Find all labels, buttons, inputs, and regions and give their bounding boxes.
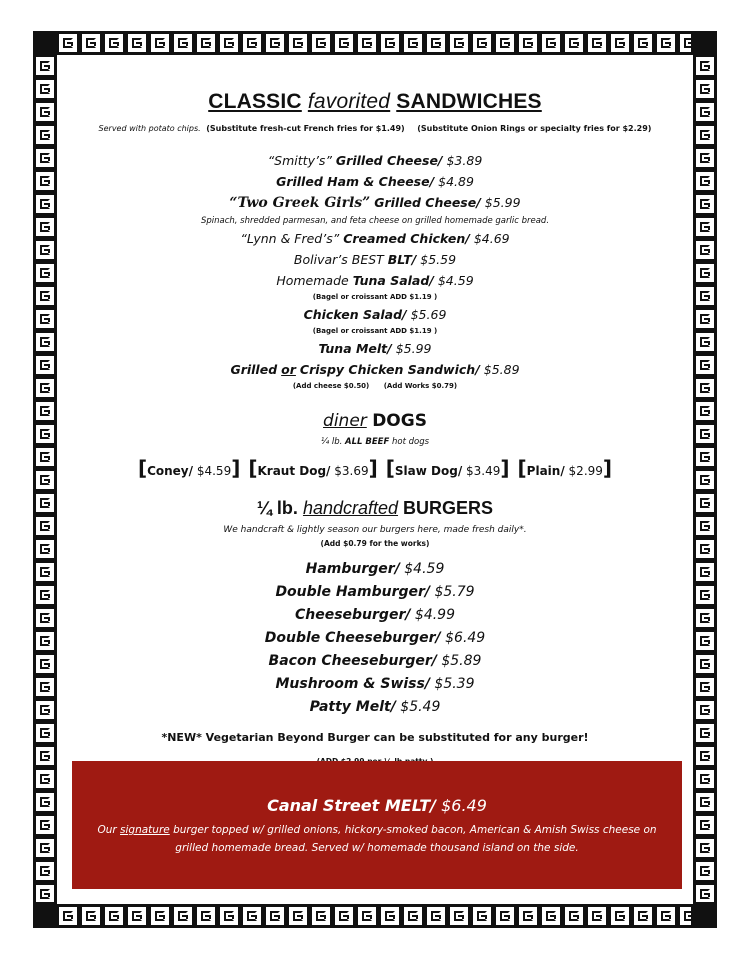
greek-key-icon <box>696 885 714 902</box>
item-name: Crispy Chicken Sandwich/ <box>299 362 480 377</box>
greek-key-icon <box>36 356 54 374</box>
greek-key-icon <box>289 907 307 925</box>
greek-key-icon <box>680 34 691 52</box>
greek-key-icon <box>289 34 307 52</box>
greek-key-icon <box>174 34 192 52</box>
greek-key-icon <box>36 103 54 121</box>
greek-key-icon <box>634 34 652 52</box>
greek-key-icon <box>36 816 54 834</box>
border-top <box>33 31 717 55</box>
greek-key-icon <box>696 80 714 98</box>
dog-item: [Kraut Dog/ $3.69] <box>248 456 378 480</box>
greek-key-icon <box>220 34 238 52</box>
item-name: Hamburger/ <box>305 561 400 577</box>
heading-word: handcrafted <box>302 498 399 518</box>
item-price: $5.99 <box>395 341 432 356</box>
greek-key-icon <box>36 126 54 144</box>
greek-key-icon <box>519 34 537 52</box>
item-name: Bacon Cheeseburger/ <box>268 653 437 669</box>
greek-key-icon <box>36 149 54 167</box>
greek-key-icon <box>696 494 714 512</box>
rings-note: (Substitute Onion Rings or specialty fries for $2.29) <box>417 124 652 133</box>
item-price: $5.79 <box>434 584 475 600</box>
greek-key-icon <box>128 34 146 52</box>
works-note: (Add Works $0.79) <box>383 382 458 390</box>
greek-key-icon <box>36 80 54 98</box>
greek-key-icon <box>542 34 560 52</box>
menu-item <box>57 304 693 325</box>
menu-item <box>57 249 693 270</box>
greek-key-icon <box>36 402 54 420</box>
greek-key-icon <box>36 609 54 627</box>
item-price: $3.69 <box>334 464 369 478</box>
greek-key-icon <box>696 586 714 604</box>
greek-key-icon <box>696 57 714 75</box>
greek-key-icon <box>473 34 491 52</box>
item-price: $5.99 <box>484 195 521 210</box>
greek-key-icon <box>36 678 54 696</box>
menu-item <box>57 581 693 604</box>
greek-key-icon <box>335 907 353 925</box>
greek-key-icon <box>450 907 468 925</box>
item-name: “Two Greek Girls” <box>229 195 371 211</box>
greek-key-icon <box>696 218 714 236</box>
item-name: Grilled Cheese/ <box>374 195 481 210</box>
item-price: $5.59 <box>420 252 457 267</box>
greek-key-icon <box>588 34 606 52</box>
dog-item: [Plain/ $2.99] <box>517 456 613 480</box>
greek-key-icon <box>36 540 54 558</box>
item-price: $6.49 <box>445 630 486 646</box>
greek-key-icon <box>36 747 54 765</box>
greek-key-icon <box>36 885 54 902</box>
greek-key-icon <box>381 34 399 52</box>
item-name: BLT/ <box>387 252 417 267</box>
item-name: Cheeseburger/ <box>294 607 411 623</box>
border-right <box>693 31 717 928</box>
item-name: Homemade <box>276 273 349 288</box>
special-description <box>72 821 682 857</box>
greek-key-icon <box>36 241 54 259</box>
greek-key-icon <box>243 34 261 52</box>
item-note: (Bagel or croissant ADD $1.19 ) <box>312 327 438 335</box>
greek-key-icon <box>696 264 714 282</box>
greek-key-icon <box>696 793 714 811</box>
item-price: $4.59 <box>196 464 232 478</box>
greek-key-icon <box>266 907 284 925</box>
greek-key-icon <box>36 379 54 397</box>
greek-key-icon <box>404 34 422 52</box>
dog-item: [Coney/ $4.59] <box>137 456 241 480</box>
greek-key-icon <box>696 747 714 765</box>
menu-item <box>57 270 693 291</box>
greek-key-icon <box>358 34 376 52</box>
greek-key-icon <box>36 57 54 75</box>
subtitle-part: hot dogs <box>392 437 430 447</box>
greek-key-icon <box>496 907 514 925</box>
greek-key-icon <box>36 310 54 328</box>
item-name: or <box>281 362 296 377</box>
greek-key-icon <box>197 907 215 925</box>
heading-word: diner <box>323 411 367 431</box>
item-price: $5.49 <box>400 699 441 715</box>
greek-key-icon <box>696 149 714 167</box>
greek-key-icon <box>696 770 714 788</box>
greek-key-icon <box>105 907 123 925</box>
item-price: $4.59 <box>437 273 474 288</box>
fries-note: (Substitute fresh-cut French fries for $1.49) <box>206 124 405 133</box>
item-name: Chicken Salad/ <box>303 307 407 322</box>
greek-key-icon <box>611 34 629 52</box>
menu-item <box>57 673 693 696</box>
key-row-top <box>59 34 691 52</box>
greek-key-icon <box>696 126 714 144</box>
greek-key-icon <box>381 907 399 925</box>
greek-key-icon <box>657 907 675 925</box>
desc-text: signature <box>120 824 170 836</box>
greek-key-icon <box>696 701 714 719</box>
greek-key-icon <box>197 34 215 52</box>
item-price: $5.89 <box>483 362 520 377</box>
item-name: Mushroom & Swiss/ <box>275 676 430 692</box>
greek-key-icon <box>657 34 675 52</box>
greek-key-icon <box>36 701 54 719</box>
dog-item: [Slaw Dog/ $3.49] <box>385 456 510 480</box>
greek-key-icon <box>427 34 445 52</box>
menu-item <box>57 558 693 581</box>
item-price: $2.99 <box>568 464 603 478</box>
item-name: Tuna Salad/ <box>352 273 434 288</box>
greek-key-icon <box>151 34 169 52</box>
menu-item <box>57 192 693 214</box>
item-price: $5.39 <box>434 676 475 692</box>
item-name: Slaw Dog/ <box>394 464 463 478</box>
item-name: Double Cheeseburger/ <box>264 630 441 646</box>
menu-item <box>57 359 693 380</box>
greek-key-icon <box>312 907 330 925</box>
item-description: Spinach, shredded parmesan, and feta cheese on grilled homemade garlic bread. <box>200 216 550 226</box>
vegetarian-note: *NEW* Vegetarian Beyond Burger can be substituted for any burger! <box>161 731 589 744</box>
item-price: $5.89 <box>441 653 482 669</box>
greek-key-icon <box>696 402 714 420</box>
sandwiches-heading <box>57 90 693 114</box>
heading-word: DOGS <box>372 411 427 431</box>
greek-key-icon <box>151 907 169 925</box>
menu-item <box>57 150 693 171</box>
item-price: $3.89 <box>446 153 483 168</box>
greek-key-icon <box>696 310 714 328</box>
item-name: Creamed Chicken/ <box>343 231 470 246</box>
greek-key-icon <box>696 655 714 673</box>
item-name: Grilled Cheese/ <box>335 153 443 168</box>
greek-key-icon <box>36 655 54 673</box>
menu-item <box>57 338 693 359</box>
heading-word: favorited <box>307 90 391 113</box>
item-name: Patty Melt/ <box>309 699 396 715</box>
greek-key-icon <box>696 839 714 857</box>
greek-key-icon <box>588 907 606 925</box>
burgers-subtitle: We handcraft & lightly season our burgers here, made fresh daily*. <box>223 525 527 535</box>
greek-key-icon <box>634 907 652 925</box>
greek-key-icon <box>36 517 54 535</box>
item-name: Coney/ <box>147 464 194 478</box>
special-banner <box>72 761 682 889</box>
greek-key-icon <box>496 34 514 52</box>
served-note: Served with potato chips. <box>98 124 201 133</box>
item-name: Grilled <box>230 362 278 377</box>
greek-key-icon <box>36 839 54 857</box>
greek-key-icon <box>696 172 714 190</box>
greek-key-icon <box>59 34 77 52</box>
greek-key-icon <box>36 218 54 236</box>
dogs-heading <box>57 411 693 431</box>
greek-key-icon <box>36 770 54 788</box>
greek-key-icon <box>696 379 714 397</box>
greek-key-icon <box>36 287 54 305</box>
item-price: $4.69 <box>473 231 510 246</box>
greek-key-icon <box>565 907 583 925</box>
greek-key-icon <box>696 287 714 305</box>
desc-text: burger topped w/ grilled onions, hickory-smoked bacon, American & Amish Swiss cheese on grilled homemade bread. Served w/ homemade thousand island on the side. <box>173 824 657 854</box>
greek-key-icon <box>266 34 284 52</box>
greek-key-icon <box>696 333 714 351</box>
menu-item <box>57 171 693 192</box>
menu-item <box>57 627 693 650</box>
greek-key-icon <box>36 448 54 466</box>
item-note: (Bagel or croissant ADD $1.19 ) <box>312 293 438 301</box>
greek-key-icon <box>696 724 714 742</box>
greek-key-icon <box>36 471 54 489</box>
greek-key-icon <box>696 816 714 834</box>
greek-key-icon <box>696 632 714 650</box>
heading-word: ¼ lb. <box>256 498 298 518</box>
greek-key-icon <box>696 862 714 880</box>
item-name: Kraut Dog/ <box>257 464 331 478</box>
works-note: (Add $0.79 for the works) <box>320 539 430 548</box>
menu-item <box>57 604 693 627</box>
key-row-bottom <box>59 907 691 925</box>
greek-key-icon <box>36 172 54 190</box>
heading-word: BURGERS <box>403 498 494 518</box>
greek-key-icon <box>174 907 192 925</box>
greek-key-icon <box>82 907 100 925</box>
greek-key-icon <box>450 34 468 52</box>
dogs-subtitle <box>57 437 693 447</box>
greek-key-icon <box>36 563 54 581</box>
item-price: $5.69 <box>410 307 447 322</box>
greek-key-icon <box>427 907 445 925</box>
greek-key-icon <box>128 907 146 925</box>
greek-key-icon <box>36 632 54 650</box>
greek-key-icon <box>696 540 714 558</box>
greek-key-icon <box>243 907 261 925</box>
subtitle-part: ¼ lb. <box>320 437 343 447</box>
heading-word: SANDWICHES <box>396 90 542 113</box>
greek-key-icon <box>696 425 714 443</box>
greek-key-icon <box>36 333 54 351</box>
dogs-list <box>57 456 693 480</box>
item-price: $4.59 <box>404 561 445 577</box>
greek-key-icon <box>696 448 714 466</box>
greek-key-icon <box>696 103 714 121</box>
greek-key-icon <box>220 907 238 925</box>
greek-key-icon <box>696 356 714 374</box>
heading-word: CLASSIC <box>208 90 302 113</box>
menu-item <box>57 228 693 249</box>
greek-key-icon <box>696 241 714 259</box>
greek-key-icon <box>611 907 629 925</box>
item-name: Plain/ <box>526 464 565 478</box>
greek-key-icon <box>358 907 376 925</box>
menu-item <box>57 650 693 673</box>
cheese-note: (Add cheese $0.50) <box>292 382 370 390</box>
greek-key-icon <box>696 517 714 535</box>
item-note <box>57 380 693 393</box>
special-price: $6.49 <box>441 796 487 815</box>
special-name: Canal Street MELT/ <box>267 796 436 815</box>
greek-key-icon <box>36 195 54 213</box>
item-price: $4.89 <box>438 174 474 189</box>
greek-key-icon <box>36 494 54 512</box>
greek-key-icon <box>36 724 54 742</box>
greek-key-icon <box>542 907 560 925</box>
greek-key-icon <box>680 907 691 925</box>
greek-key-icon <box>36 793 54 811</box>
item-name: “Lynn & Fred’s” <box>240 231 340 246</box>
greek-key-icon <box>36 586 54 604</box>
burgers-heading <box>57 498 693 519</box>
sandwich-list <box>57 150 693 393</box>
item-name: Double Hamburger/ <box>275 584 431 600</box>
key-column-left <box>36 57 54 902</box>
item-name: Tuna Melt/ <box>318 341 392 356</box>
greek-key-icon <box>473 907 491 925</box>
greek-key-icon <box>696 678 714 696</box>
special-title <box>72 796 682 815</box>
greek-key-icon <box>36 264 54 282</box>
key-column-right <box>696 57 714 902</box>
greek-key-icon <box>696 563 714 581</box>
greek-key-icon <box>696 195 714 213</box>
item-price: $3.49 <box>466 464 501 478</box>
greek-key-icon <box>335 34 353 52</box>
greek-key-icon <box>36 862 54 880</box>
greek-key-icon <box>312 34 330 52</box>
item-name: Grilled Ham & Cheese/ <box>276 174 435 189</box>
greek-key-icon <box>519 907 537 925</box>
item-name: “Smitty’s” <box>267 153 332 168</box>
greek-key-icon <box>59 907 77 925</box>
menu-content <box>57 55 693 766</box>
menu-item <box>57 696 693 719</box>
greek-key-icon <box>404 907 422 925</box>
greek-key-icon <box>565 34 583 52</box>
greek-key-icon <box>82 34 100 52</box>
subtitle-part: ALL BEEF <box>345 437 390 447</box>
burger-list <box>57 558 693 719</box>
desc-text: Our <box>97 824 117 836</box>
border-left <box>33 31 57 928</box>
border-bottom <box>33 904 717 928</box>
sandwiches-subnote <box>57 124 693 133</box>
greek-key-icon <box>696 471 714 489</box>
item-name: Bolivar’s BEST <box>293 252 384 267</box>
greek-key-icon <box>696 609 714 627</box>
item-price: $4.99 <box>414 607 456 623</box>
greek-key-icon <box>105 34 123 52</box>
greek-key-icon <box>36 425 54 443</box>
